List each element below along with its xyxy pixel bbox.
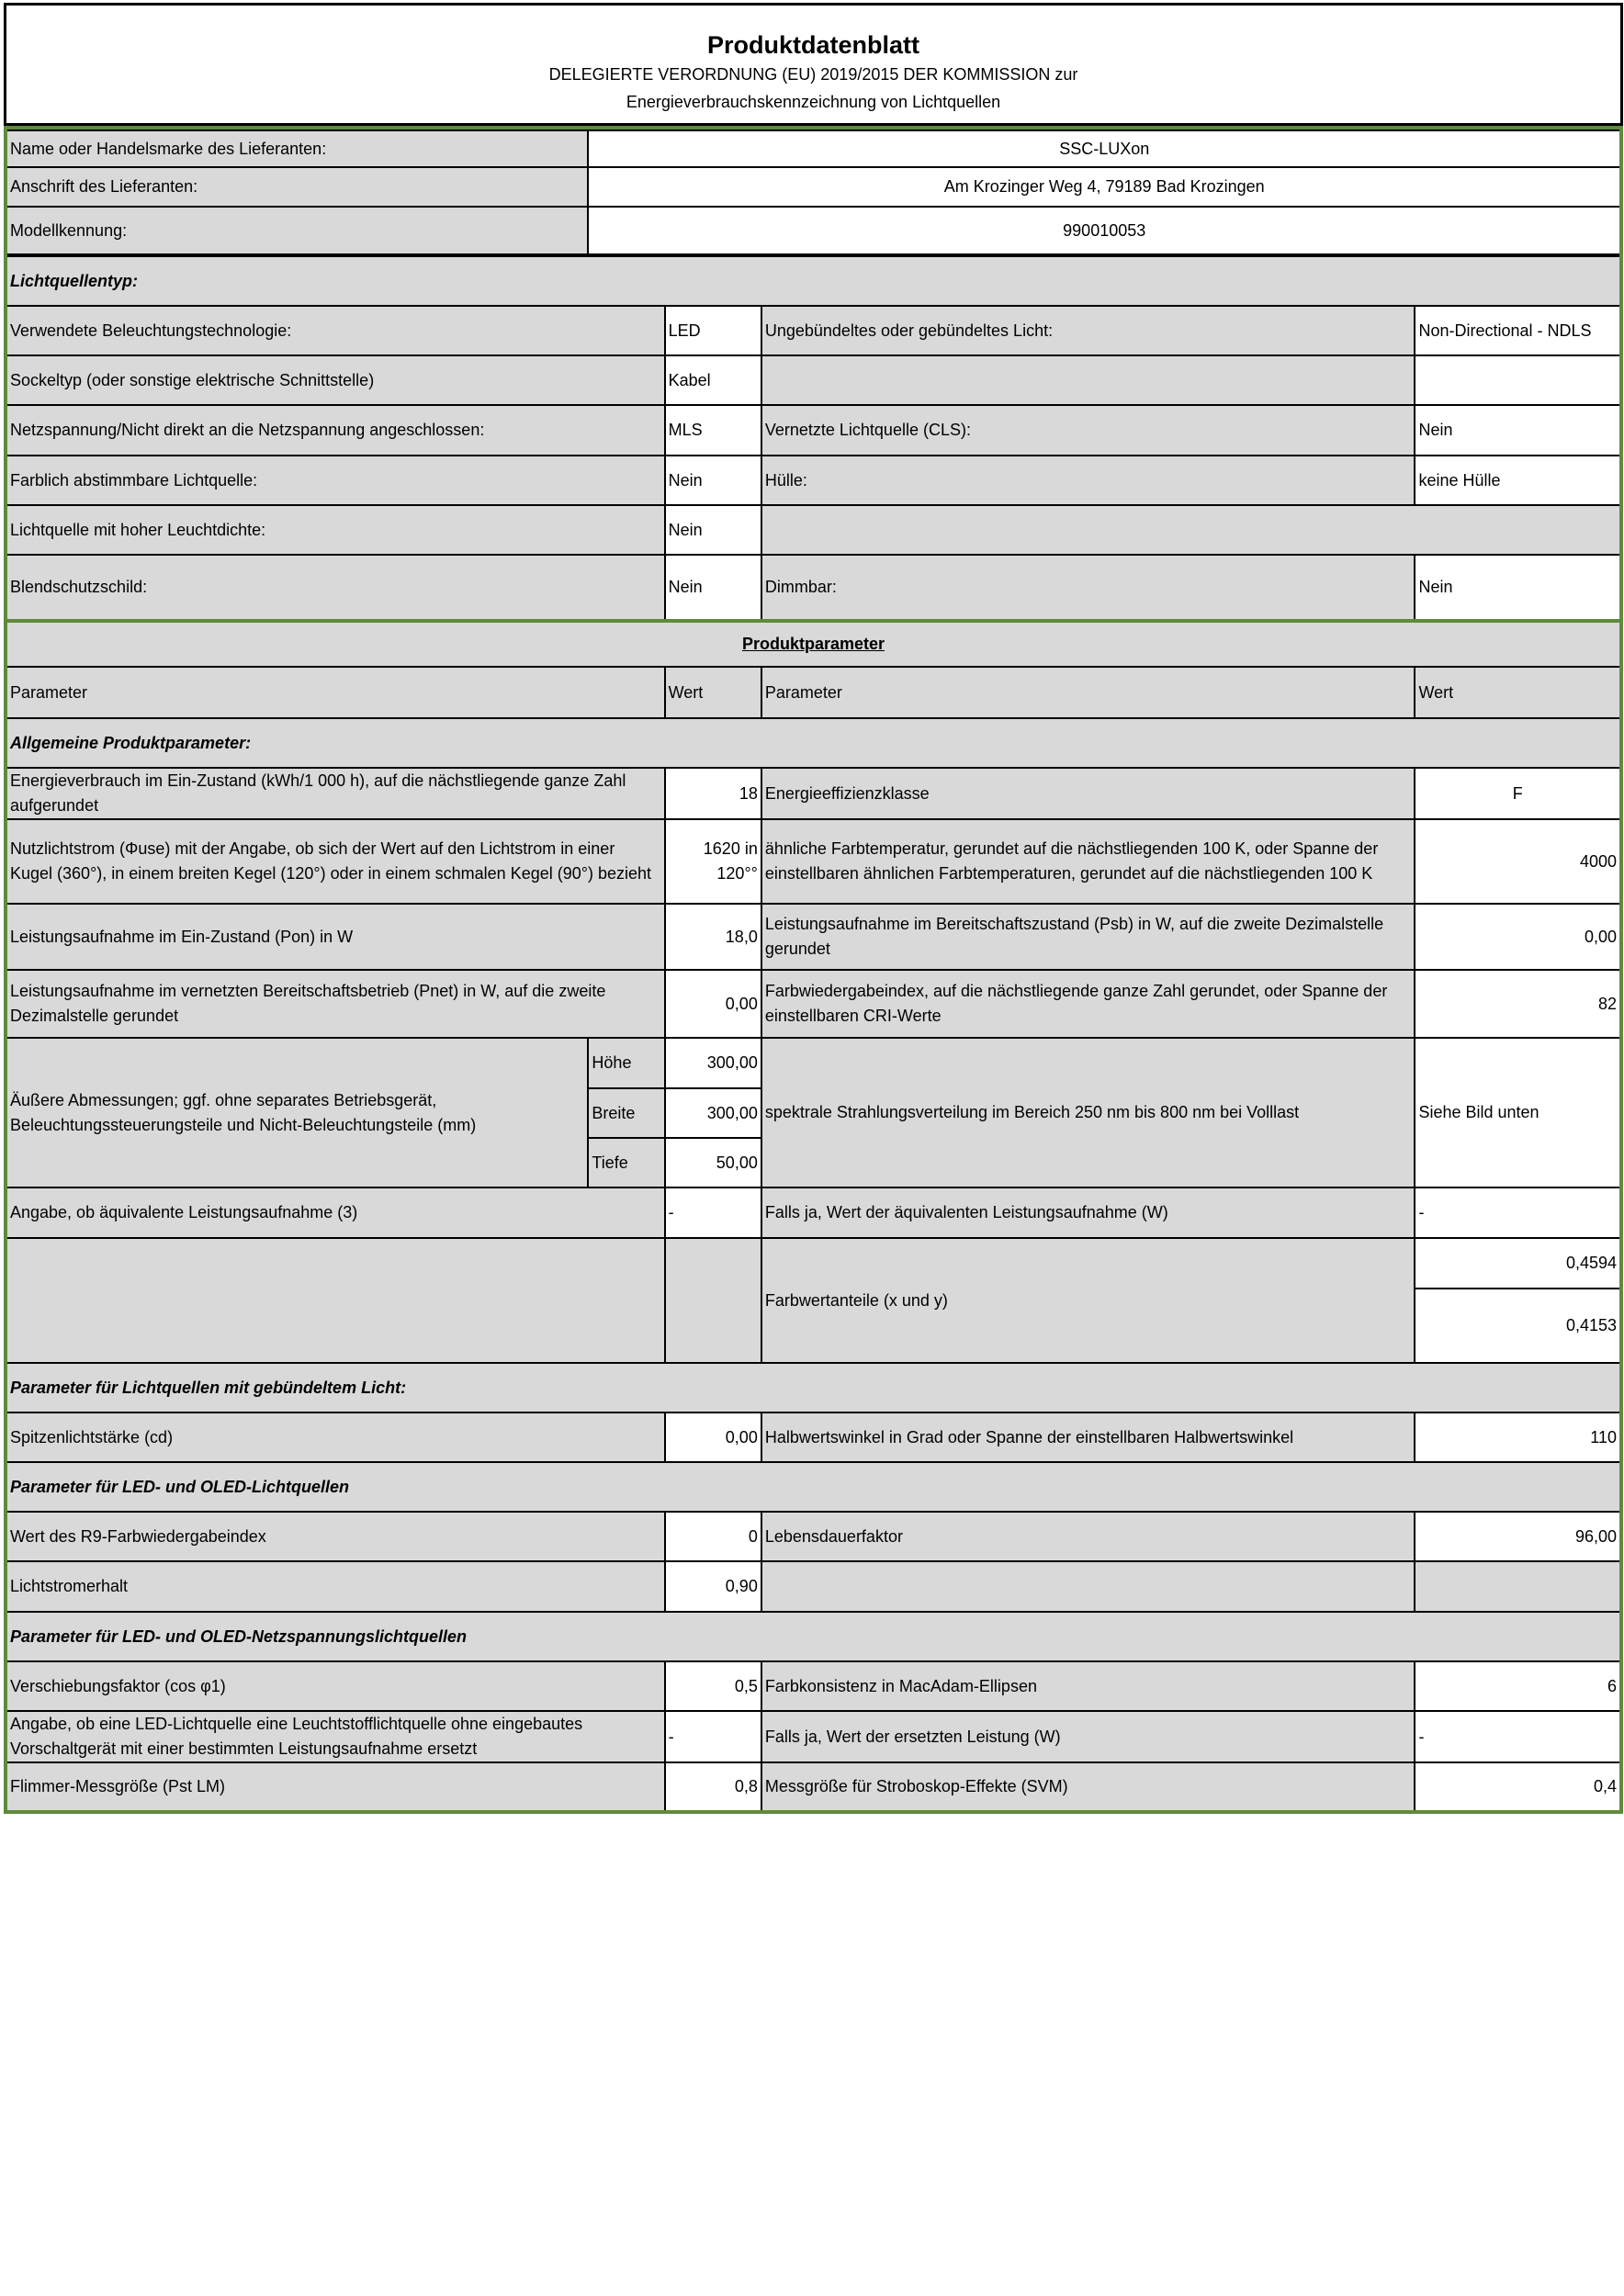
depth-label: Tiefe [588, 1138, 664, 1187]
survival-factor-value: 96,00 [1415, 1512, 1621, 1561]
general-heading-row [6, 718, 1621, 768]
beam-angle-value: 110 [1415, 1412, 1621, 1462]
equivalent-row [6, 1187, 1621, 1238]
directional-heading-row [6, 1363, 1621, 1412]
column-header-value: Wert [665, 667, 761, 718]
column-header-value: Wert [1415, 667, 1621, 718]
section-title: Produktparameter [6, 621, 1621, 667]
regulation-subtitle: DELEGIERTE VERORDNUNG (EU) 2019/2015 DER KOMMISSION zur [548, 65, 1078, 84]
cct-label: ähnliche Farbtemperatur, gerundet auf die nächstliegenden 100 K, oder Spanne der einstellbaren ähnlichen Farbtemperaturen, gerundet auf die nächstliegenden 100 K [761, 819, 1415, 904]
width-value: 300,00 [665, 1088, 761, 1138]
lumen-maintenance-row [6, 1561, 1621, 1612]
led-params-heading: Parameter für LED- und OLED-Lichtquellen [6, 1462, 1621, 1512]
chromaticity-y-value: 0,4153 [1415, 1289, 1621, 1363]
replacement-claim-value: - [665, 1711, 761, 1762]
product-data-sheet [4, 3, 1623, 1814]
general-params-heading: Allgemeine Produktparameter: [6, 718, 1621, 768]
lumen-maintenance-value: 0,90 [665, 1561, 761, 1612]
energy-consumption-value: 18 [665, 768, 761, 819]
connected-value: Nein [1415, 405, 1621, 456]
supplier-name-value: SSC-LUXon [588, 130, 1621, 167]
led-heading-row [6, 1462, 1621, 1512]
pnet-value: 0,00 [665, 970, 761, 1038]
cri-value: 82 [1415, 970, 1621, 1038]
tunable-value: Nein [665, 456, 761, 505]
chromaticity-x-row [6, 1238, 1621, 1289]
replacement-power-value: - [1415, 1711, 1621, 1762]
depth-value: 50,00 [665, 1138, 761, 1187]
spd-label: spektrale Strahlungsverteilung im Bereich 250 nm bis 800 nm bei Volllast [761, 1038, 1415, 1187]
high-luminance-value: Nein [665, 505, 761, 555]
tunable-label: Farblich abstimmbare Lichtquelle: [6, 456, 665, 505]
replacement-row [6, 1711, 1621, 1762]
mains-led-heading-row [6, 1612, 1621, 1661]
directional-value: Non-Directional - NDLS [1415, 306, 1621, 355]
flicker-label: Flimmer-Messgröße (Pst LM) [6, 1762, 665, 1812]
height-label: Höhe [588, 1038, 664, 1088]
envelope-label: Hülle: [761, 456, 1415, 505]
technology-row [6, 306, 1621, 355]
model-value: 990010053 [588, 207, 1621, 254]
peak-intensity-label: Spitzenlichtstärke (cd) [6, 1412, 665, 1462]
model-row [6, 207, 1621, 254]
dims-height-row [6, 1038, 1621, 1088]
empty-cell [761, 1561, 1415, 1612]
spd-value: Siehe Bild unten [1415, 1038, 1621, 1187]
stroboscopic-label: Messgröße für Stroboskop-Effekte (SVM) [761, 1762, 1415, 1812]
color-consistency-value: 6 [1415, 1661, 1621, 1711]
directional-params-heading: Parameter für Lichtquellen mit gebündeltem Licht: [6, 1363, 1621, 1412]
parameters-table [4, 255, 1623, 1814]
energy-class-value: F [1415, 768, 1621, 819]
product-params-title-row [6, 621, 1621, 667]
dimmable-label: Dimmbar: [761, 555, 1415, 621]
displacement-factor-label: Verschiebungsfaktor (cos φ1) [6, 1661, 665, 1711]
chromaticity-label: Farbwertanteile (x und y) [761, 1238, 1415, 1363]
replacement-claim-label: Angabe, ob eine LED-Lichtquelle eine Leuchtstofflichtquelle ohne eingebautes Vorschaltgerät mit einer bestimmten Leistungsaufnahme ersetzt [6, 1711, 665, 1762]
survival-factor-label: Lebensdauerfaktor [761, 1512, 1415, 1561]
antiglare-value: Nein [665, 555, 761, 621]
supplier-address-label: Anschrift des Lieferanten: [6, 167, 588, 207]
beam-angle-label: Halbwertswinkel in Grad oder Spanne der einstellbaren Halbwertswinkel [761, 1412, 1415, 1462]
supplier-address-row [6, 167, 1621, 207]
light-source-type-heading-row [6, 256, 1621, 306]
energy-consumption-label: Energieverbrauch im Ein-Zustand (kWh/1 000 h), auf die nächstliegende ganze Zahl aufgerundet [6, 768, 665, 819]
energy-class-label: Energieeffizienzklasse [761, 768, 1415, 819]
cap-type-label: Sockeltyp (oder sonstige elektrische Schnittstelle) [6, 355, 665, 405]
luminous-flux-value-line-1: 1620 in [703, 839, 758, 858]
tunable-row [6, 456, 1621, 505]
dimensions-label: Äußere Abmessungen; ggf. ohne separates Betriebsgerät, Beleuchtungssteuerungsteile und Nicht-Beleuchtungsteile (mm) [6, 1038, 588, 1187]
energy-row [6, 768, 1621, 819]
displacement-factor-value: 0,5 [665, 1661, 761, 1711]
luminous-flux-value [665, 819, 761, 904]
flicker-row [6, 1762, 1621, 1812]
params-column-header-row [6, 667, 1621, 718]
page-title: Produktdatenblatt [706, 31, 919, 59]
pon-row [6, 904, 1621, 970]
empty-cell [761, 505, 1621, 555]
peak-intensity-row [6, 1412, 1621, 1462]
column-header-parameter: Parameter [761, 667, 1415, 718]
empty-cell [665, 1238, 761, 1363]
technology-label: Verwendete Beleuchtungstechnologie: [6, 306, 665, 355]
psb-label: Leistungsaufnahme im Bereitschaftszustand (Psb) in W, auf die zweite Dezimalstelle gerundet [761, 904, 1415, 970]
mains-value: MLS [665, 405, 761, 456]
r9-value: 0 [665, 1512, 761, 1561]
antiglare-row [6, 555, 1621, 621]
r9-label: Wert des R9-Farbwiedergabeindex [6, 1512, 665, 1561]
empty-cell [1415, 355, 1621, 405]
width-label: Breite [588, 1088, 664, 1138]
mains-led-params-heading: Parameter für LED- und OLED-Netzspannungslichtquellen [6, 1612, 1621, 1661]
pon-value: 18,0 [665, 904, 761, 970]
equivalent-claim-label: Angabe, ob äquivalente Leistungsaufnahme (3) [6, 1187, 665, 1238]
connected-label: Vernetzte Lichtquelle (CLS): [761, 405, 1415, 456]
light-source-type-heading: Lichtquellentyp: [6, 256, 1621, 306]
mains-row [6, 405, 1621, 456]
pnet-label: Leistungsaufnahme im vernetzten Bereitschaftsbetrieb (Pnet) in W, auf die zweite Dezimalstelle gerundet [6, 970, 665, 1038]
cap-type-value: Kabel [665, 355, 761, 405]
model-label: Modellkennung: [6, 207, 588, 254]
high-luminance-label: Lichtquelle mit hoher Leuchtdichte: [6, 505, 665, 555]
equivalent-claim-value: - [665, 1187, 761, 1238]
luminous-flux-label: Nutzlichtstrom (Φuse) mit der Angabe, ob sich der Wert auf den Lichtstrom in einer Kugel (360°), in einem breiten Kegel (120°) oder in einem schmalen Kegel (90°) bezieht [6, 819, 665, 904]
mains-label: Netzspannung/Nicht direkt an die Netzspannung angeschlossen: [6, 405, 665, 456]
lumen-maintenance-label: Lichtstromerhalt [6, 1561, 665, 1612]
technology-value: LED [665, 306, 761, 355]
envelope-value: keine Hülle [1415, 456, 1621, 505]
displacement-row [6, 1661, 1621, 1711]
peak-intensity-value: 0,00 [665, 1412, 761, 1462]
r9-row [6, 1512, 1621, 1561]
dimmable-value: Nein [1415, 555, 1621, 621]
luminous-flux-value-line-2: 120°° [716, 864, 758, 883]
equivalent-power-value: - [1415, 1187, 1621, 1238]
high-luminance-row [6, 505, 1621, 555]
column-header-parameter: Parameter [6, 667, 665, 718]
flicker-value: 0,8 [665, 1762, 761, 1812]
empty-cell [6, 1238, 665, 1363]
supplier-address-value: Am Krozinger Weg 4, 79189 Bad Krozingen [588, 167, 1621, 207]
stroboscopic-value: 0,4 [1415, 1762, 1621, 1812]
antiglare-label: Blendschutzschild: [6, 555, 665, 621]
cri-label: Farbwiedergabeindex, auf die nächstliegende ganze Zahl gerundet, oder Spanne der einstellbaren CRI-Werte [761, 970, 1415, 1038]
cap-type-row [6, 355, 1621, 405]
regulation-subtitle-2: Energieverbrauchskennzeichnung von Lichtquellen [626, 93, 1001, 111]
empty-cell [1415, 1561, 1621, 1612]
chromaticity-x-value: 0,4594 [1415, 1238, 1621, 1289]
directional-label: Ungebündeltes oder gebündeltes Licht: [761, 306, 1415, 355]
pnet-row [6, 970, 1621, 1038]
supplier-table [4, 129, 1623, 255]
equivalent-power-label: Falls ja, Wert der äquivalenten Leistungsaufnahme (W) [761, 1187, 1415, 1238]
supplier-name-label: Name oder Handelsmarke des Lieferanten: [6, 130, 588, 167]
height-value: 300,00 [665, 1038, 761, 1088]
sheet-header [4, 3, 1623, 126]
cct-value: 4000 [1415, 819, 1621, 904]
empty-cell [761, 355, 1415, 405]
color-consistency-label: Farbkonsistenz in MacAdam-Ellipsen [761, 1661, 1415, 1711]
supplier-name-row [6, 130, 1621, 167]
psb-value: 0,00 [1415, 904, 1621, 970]
flux-row [6, 819, 1621, 904]
replacement-power-label: Falls ja, Wert der ersetzten Leistung (W) [761, 1711, 1415, 1762]
pon-label: Leistungsaufnahme im Ein-Zustand (Pon) in W [6, 904, 665, 970]
